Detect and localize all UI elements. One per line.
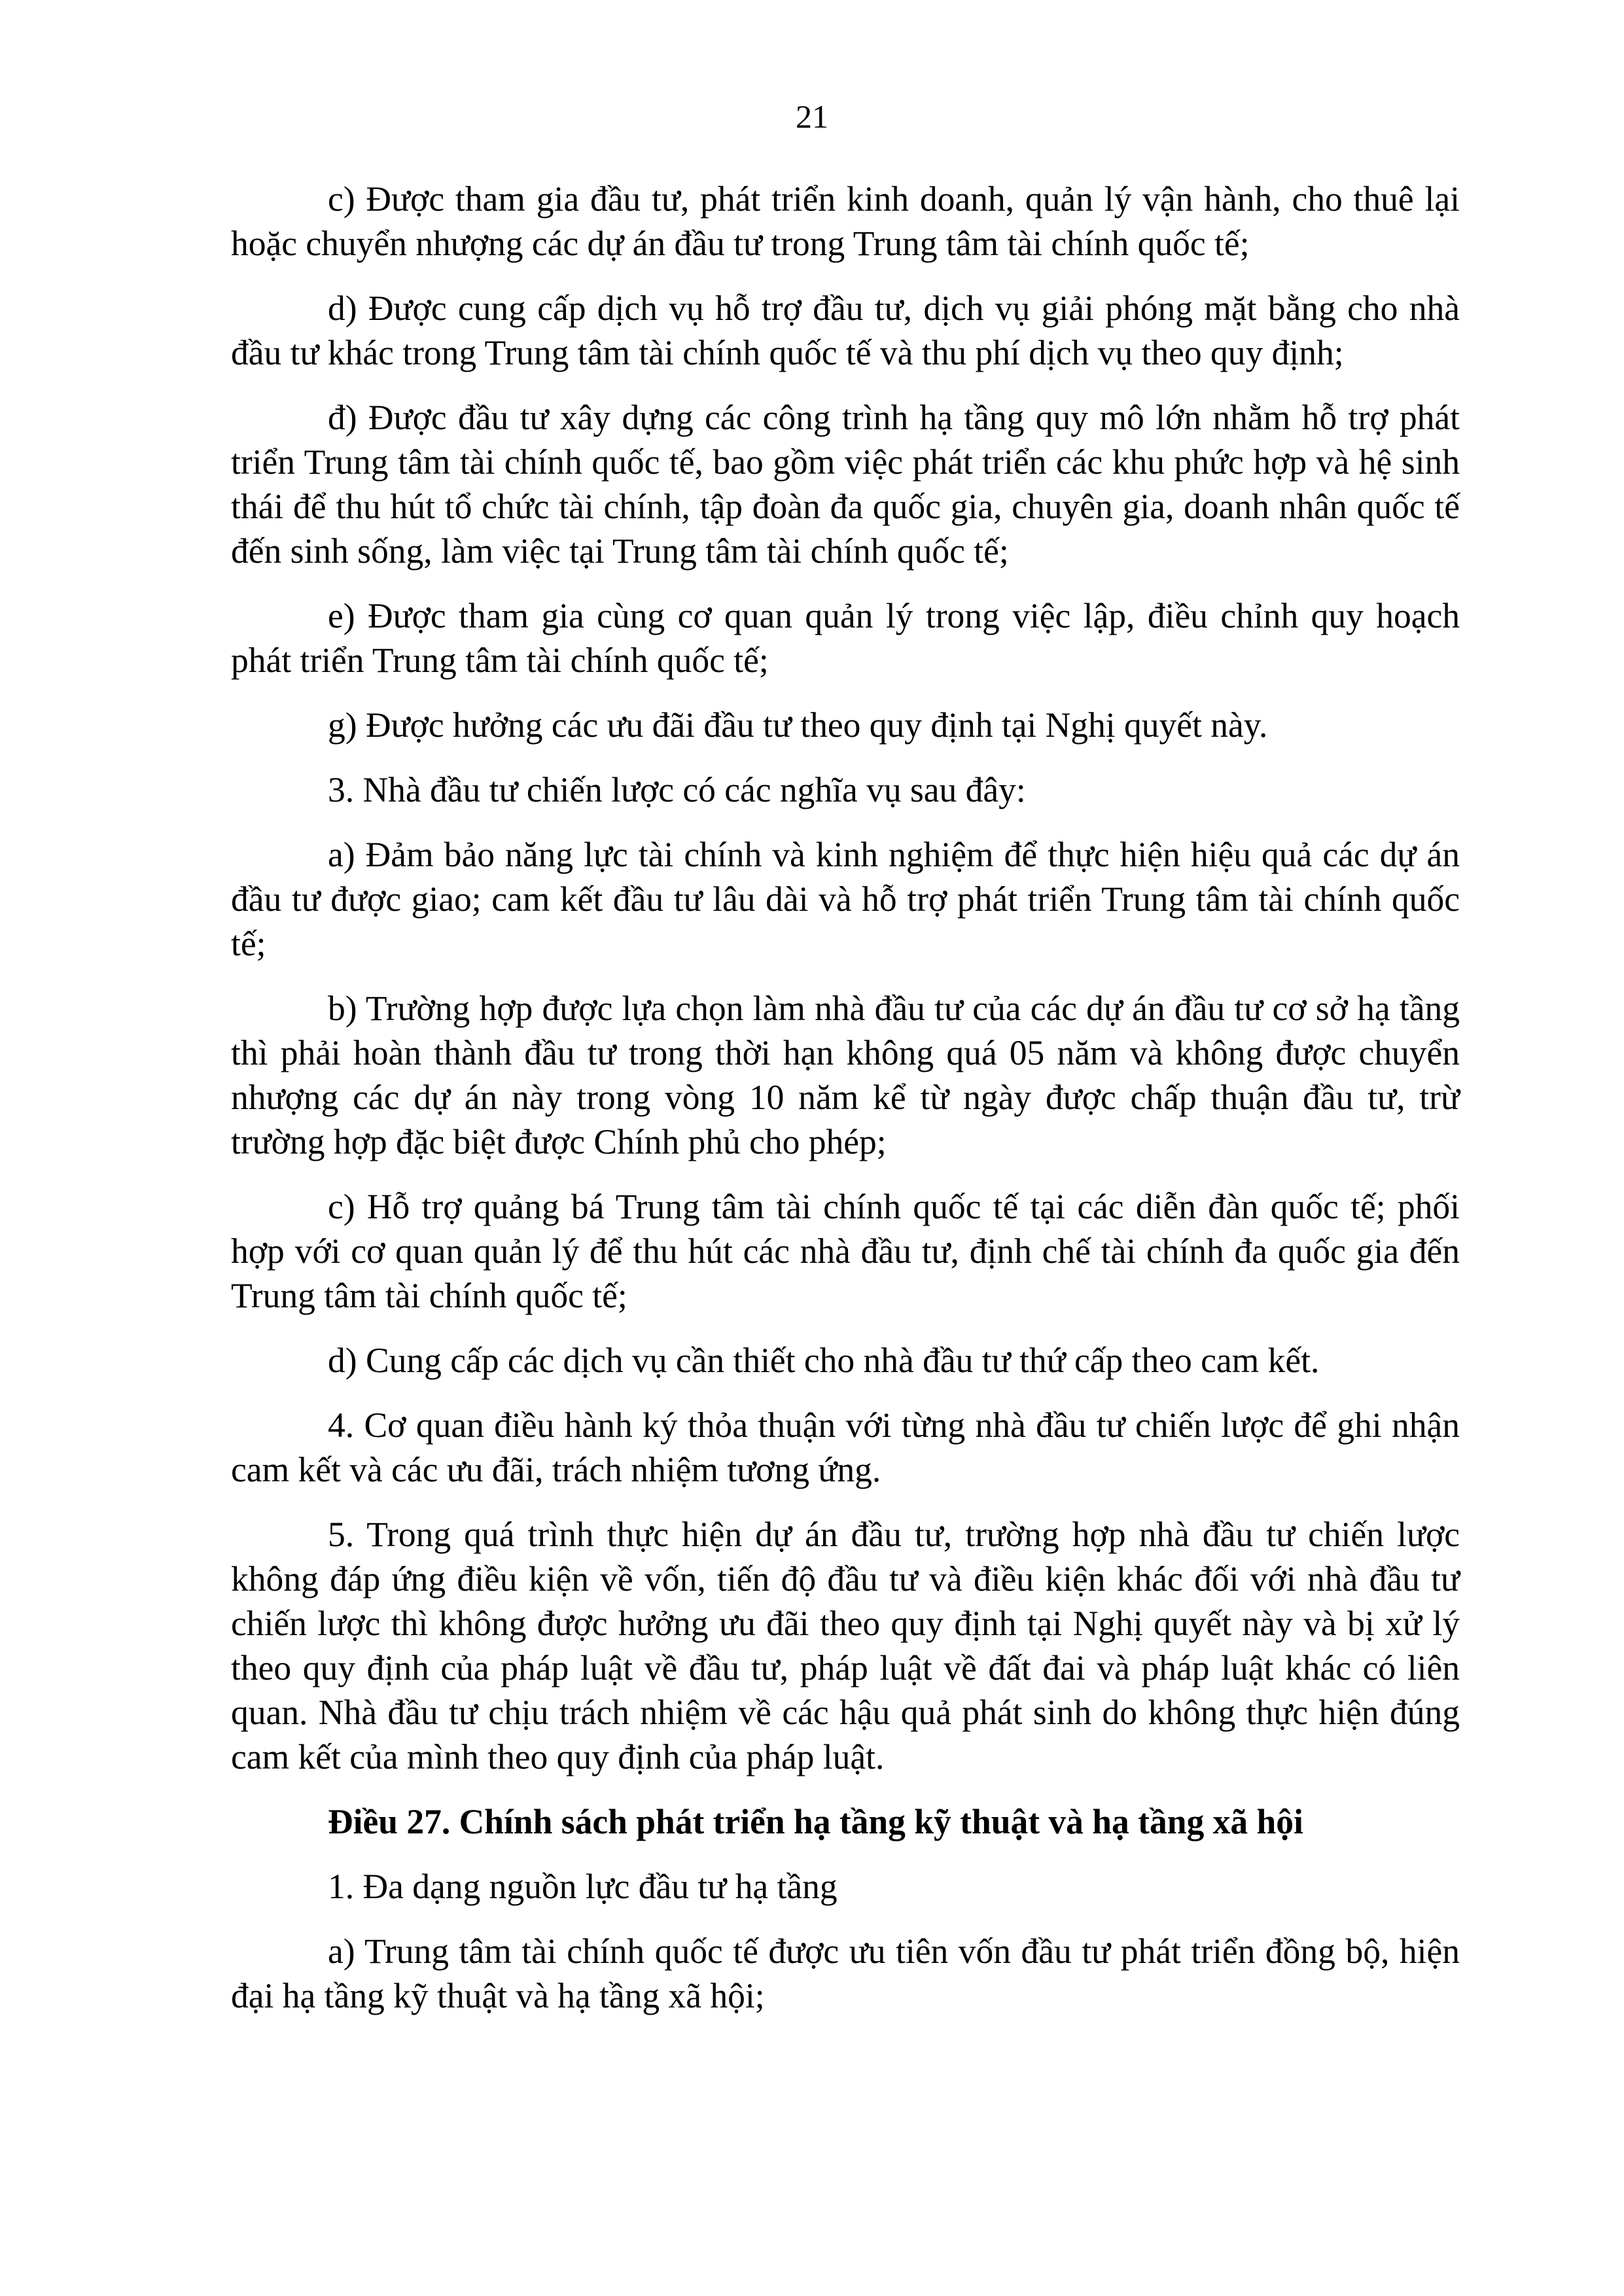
paragraph-clause-3b: b) Trường hợp được lựa chọn làm nhà đầu tư của các dự án đầu tư cơ sở hạ tầng thì phải hoàn thành đầu tư trong thời hạn không quá 05 năm và không được chuyển nhượng các dự án này trong vòng 10 năm kể từ ngày được chấp thuận đầu tư, trừ trường hợp đặc biệt được Chính phủ cho phép; bbox=[231, 989, 1460, 1161]
paragraph-clause-2dd: đ) Được đầu tư xây dựng các công trình hạ tầng quy mô lớn nhằm hỗ trợ phát triển Trung tâm tài chính quốc tế, bao gồm việc phát triển các khu phức hợp và hệ sinh thái để thu hút tổ chức tài chính, tập đoàn đa quốc gia, chuyên gia, doanh nhân quốc tế đến sinh sống, làm việc tại Trung tâm tài chính quốc tế; bbox=[231, 398, 1460, 571]
paragraph-article-27-clause-1a: a) Trung tâm tài chính quốc tế được ưu tiên vốn đầu tư phát triển đồng bộ, hiện đại hạ tầng kỹ thuật và hạ tầng xã hội; bbox=[231, 1932, 1460, 2015]
paragraph-section-3: 3. Nhà đầu tư chiến lược có các nghĩa vụ sau đây: bbox=[328, 770, 1026, 809]
paragraph-clause-3c: c) Hỗ trợ quảng bá Trung tâm tài chính quốc tế tại các diễn đàn quốc tế; phối hợp với cơ quan quản lý để thu hút các nhà đầu tư, định chế tài chính đa quốc gia đến Trung tâm tài chính quốc tế; bbox=[231, 1187, 1460, 1315]
paragraph-clause-2e: e) Được tham gia cùng cơ quan quản lý trong việc lập, điều chỉnh quy hoạch phát triển Trung tâm tài chính quốc tế; bbox=[231, 596, 1460, 680]
paragraph-clause-2g: g) Được hưởng các ưu đãi đầu tư theo quy định tại Nghị quyết này. bbox=[328, 705, 1268, 745]
paragraph-article-27-section-1: 1. Đa dạng nguồn lực đầu tư hạ tầng bbox=[328, 1867, 838, 1906]
paragraph-clause-2c: c) Được tham gia đầu tư, phát triển kinh doanh, quản lý vận hành, cho thuê lại hoặc chuyển nhượng các dự án đầu tư trong Trung tâm tài chính quốc tế; bbox=[231, 179, 1460, 263]
article-27-heading: Điều 27. Chính sách phát triển hạ tầng kỹ thuật và hạ tầng xã hội bbox=[328, 1802, 1303, 1841]
document-body bbox=[231, 177, 1460, 2038]
paragraph-section-5: 5. Trong quá trình thực hiện dự án đầu tư, trường hợp nhà đầu tư chiến lược không đáp ứng điều kiện về vốn, tiến độ đầu tư và điều kiện khác đối với nhà đầu tư chiến lược thì không được hưởng ưu đãi theo quy định tại Nghị quyết này và bị xử lý theo quy định của pháp luật về đầu tư, pháp luật về đất đai và pháp luật khác có liên quan. Nhà đầu tư chịu trách nhiệm về các hậu quả phát sinh do không thực hiện đúng cam kết của mình theo quy định của pháp luật. bbox=[231, 1515, 1460, 1776]
paragraph-clause-3a: a) Đảm bảo năng lực tài chính và kinh nghiệm để thực hiện hiệu quả các dự án đầu tư được giao; cam kết đầu tư lâu dài và hỗ trợ phát triển Trung tâm tài chính quốc tế; bbox=[231, 835, 1460, 963]
paragraph-clause-3d: d) Cung cấp các dịch vụ cần thiết cho nhà đầu tư thứ cấp theo cam kết. bbox=[328, 1341, 1320, 1380]
paragraph-section-4: 4. Cơ quan điều hành ký thỏa thuận với từng nhà đầu tư chiến lược để ghi nhận cam kết và các ưu đãi, trách nhiệm tương ứng. bbox=[231, 1405, 1460, 1489]
paragraph-clause-2d: d) Được cung cấp dịch vụ hỗ trợ đầu tư, dịch vụ giải phóng mặt bằng cho nhà đầu tư khác trong Trung tâm tài chính quốc tế và thu phí dịch vụ theo quy định; bbox=[231, 289, 1460, 372]
page-number: 21 bbox=[796, 98, 828, 135]
